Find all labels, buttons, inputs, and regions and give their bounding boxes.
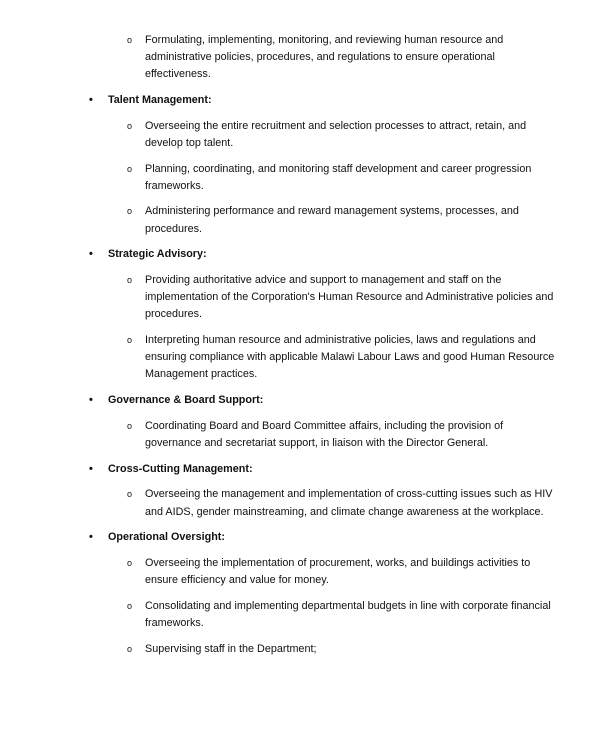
solid-bullet-icon: • (89, 462, 93, 475)
list-item (0, 641, 612, 658)
hollow-bullet-icon: o (127, 163, 133, 174)
list-item (0, 418, 612, 452)
list-item-text: Planning, coordinating, and monitoring staff development and career progression frameworks. (145, 162, 532, 192)
hollow-bullet-icon: o (127, 274, 133, 285)
intro-list (0, 32, 612, 84)
solid-bullet-icon: • (89, 248, 93, 261)
list-item-text: Overseeing the entire recruitment and selection processes to attract, retain, and develop top talent. (145, 119, 527, 149)
list-item-text: Interpreting human resource and administrative policies, laws and regulations and ensuring compliance with applicable Malawi Labour Laws and good Human Resource Management practices. (145, 333, 555, 381)
section-heading-text: Strategic Advisory: (108, 248, 207, 261)
list-item (0, 272, 612, 324)
section-list (0, 118, 612, 238)
solid-bullet-icon: • (89, 531, 93, 544)
list-item-text: Consolidating and implementing departmental budgets in line with corporate financial frameworks. (145, 599, 551, 629)
section-heading-text: Cross-Cutting Management: (108, 462, 253, 475)
list-item-text: Supervising staff in the Department; (145, 642, 317, 655)
hollow-bullet-icon: o (127, 334, 133, 345)
section-heading (0, 246, 612, 263)
document-body (0, 32, 612, 666)
list-item-text: Coordinating Board and Board Committee affairs, including the provision of governance and secretariat support, in liaison with the Director General. (145, 419, 504, 449)
section-heading (0, 529, 612, 546)
section-governance-board-support (0, 392, 612, 452)
list-item (0, 32, 612, 84)
list-item (0, 332, 612, 384)
section-heading (0, 461, 612, 478)
section-heading-text: Governance & Board Support: (108, 393, 264, 406)
list-item-text: Formulating, implementing, monitoring, and reviewing human resource and administrative policies, procedures, and regulations to ensure operational effectiveness. (145, 34, 504, 81)
list-item (0, 598, 612, 632)
list-item (0, 118, 612, 152)
section-list (0, 486, 612, 520)
section-cross-cutting-management (0, 461, 612, 521)
hollow-bullet-icon: o (127, 557, 133, 568)
list-item-text: Providing authoritative advice and support to management and staff on the implementation of the Corporation's Human Resource and Administrative policies and procedures. (145, 273, 554, 321)
section-strategic-advisory (0, 246, 612, 383)
hollow-bullet-icon: o (127, 35, 133, 45)
section-list (0, 418, 612, 452)
list-item (0, 161, 612, 195)
section-heading-text: Operational Oversight: (108, 531, 225, 544)
list-item-text: Overseeing the implementation of procurement, works, and buildings activities to ensure efficiency and value for money. (145, 556, 531, 587)
list-item-text: Overseeing the management and implementation of cross-cutting issues such as HIV and AIDS, gender mainstreaming, and climate change awareness at the workplace. (145, 488, 553, 518)
list-item (0, 203, 612, 237)
hollow-bullet-icon: o (127, 600, 133, 611)
list-item (0, 486, 612, 520)
hollow-bullet-icon: o (127, 489, 133, 500)
section-talent-management (0, 92, 612, 238)
list-item-text: Administering performance and reward management systems, processes, and procedures. (145, 205, 519, 235)
hollow-bullet-icon: o (127, 420, 133, 431)
solid-bullet-icon: • (89, 393, 93, 406)
hollow-bullet-icon: o (127, 206, 133, 217)
hollow-bullet-icon: o (127, 120, 133, 131)
section-list (0, 272, 612, 384)
section-list (0, 555, 612, 658)
section-heading-text: Talent Management: (108, 94, 212, 106)
hollow-bullet-icon: o (127, 643, 133, 654)
section-heading (0, 92, 612, 109)
section-operational-oversight (0, 529, 612, 658)
solid-bullet-icon: • (89, 94, 93, 106)
section-heading (0, 392, 612, 409)
list-item (0, 555, 612, 589)
